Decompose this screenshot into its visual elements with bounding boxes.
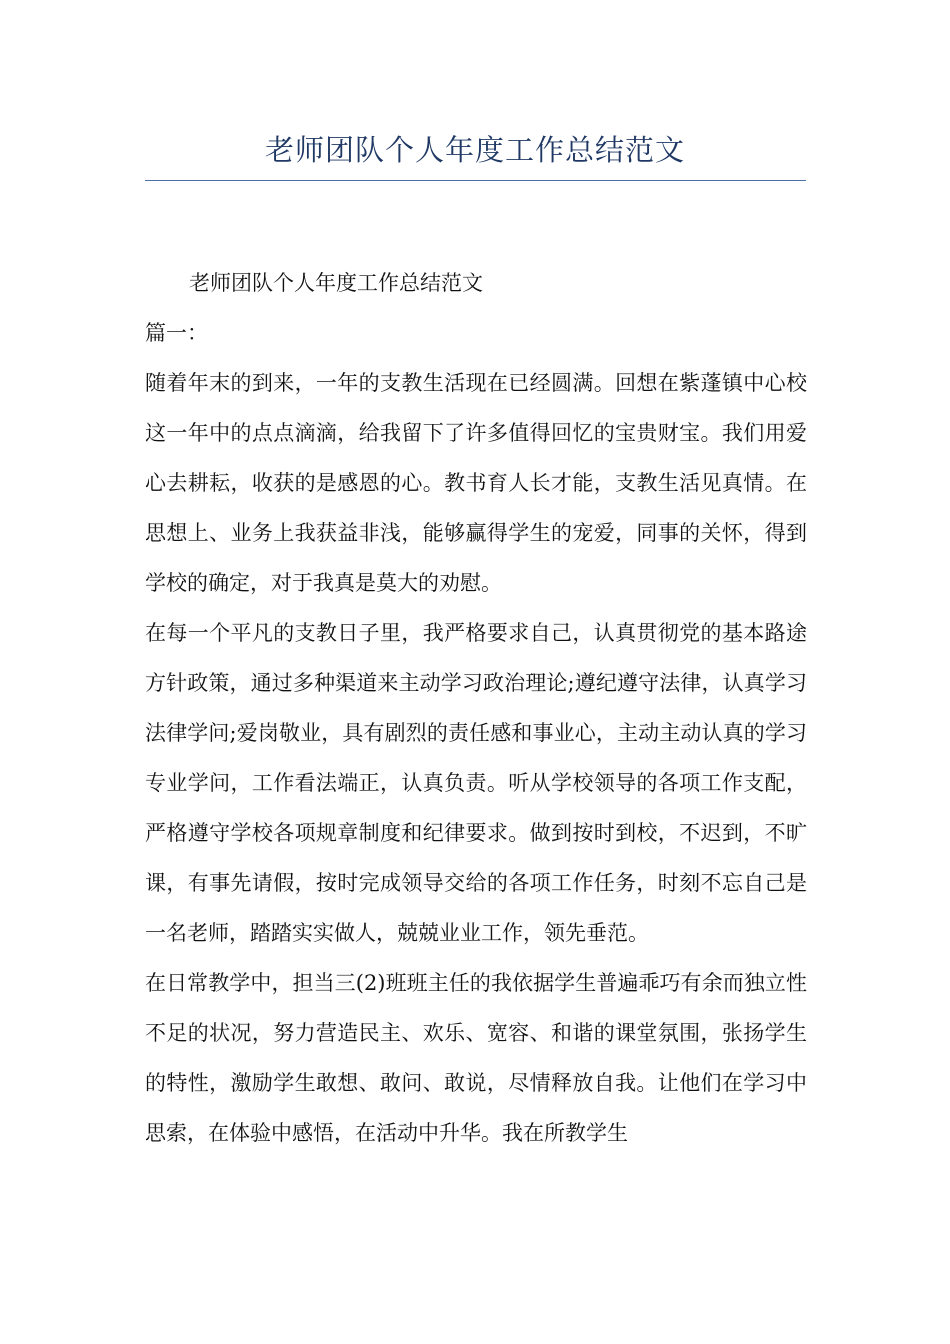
document-title: 老师团队个人年度工作总结范文 — [264, 133, 685, 167]
paragraph: 在每一个平凡的支教日子里，我严格要求自己，认真贯彻党的基本路途方针政策，通过多种渠道来主动学习政治理论;遵纪遵守法律，认真学习法律学问;爱岗敬业，具有剧烈的责任感和事业心，主动主动认真的学习专业学问，工作看法端正，认真负责。听从学校领导的各项工作支配，严格遵守学校各项规章制度和纪律要求。做到按时到校，不迟到，不旷课，有事先请假，按时完成领导交给的各项工作任务，时刻不忘自己是一名老师，踏踏实实做人，兢兢业业工作，领先垂范。 — [145, 621, 807, 945]
paragraph-subtitle: 老师团队个人年度工作总结范文 — [189, 271, 483, 295]
paragraph: 随着年末的到来，一年的支教生活现在已经圆满。回想在紫蓬镇中心校这一年中的点点滴滴，给我留下了许多值得回忆的宝贵财宝。我们用爱心去耕耘，收获的是感恩的心。教书育人长才能，支教生活见真情。在思想上、业务上我获益非浅，能够赢得学生的宠爱，同事的关怀，得到学校的确定，对于我真是莫大的劝慰。 — [145, 371, 807, 595]
document-body — [145, 258, 807, 1158]
title-underline — [145, 180, 806, 181]
paragraph-section-label: 篇一： — [145, 321, 208, 345]
paragraph: 在日常教学中，担当三(2)班班主任的我依据学生普遍乖巧有余而独立性不足的状况，努力营造民主、欢乐、宽容、和谐的课堂氛围，张扬学生的特性，激励学生敢想、敢问、敢说，尽情释放自我。让他们在学习中思索，在体验中感悟，在活动中升华。我在所教学生 — [145, 971, 807, 1145]
